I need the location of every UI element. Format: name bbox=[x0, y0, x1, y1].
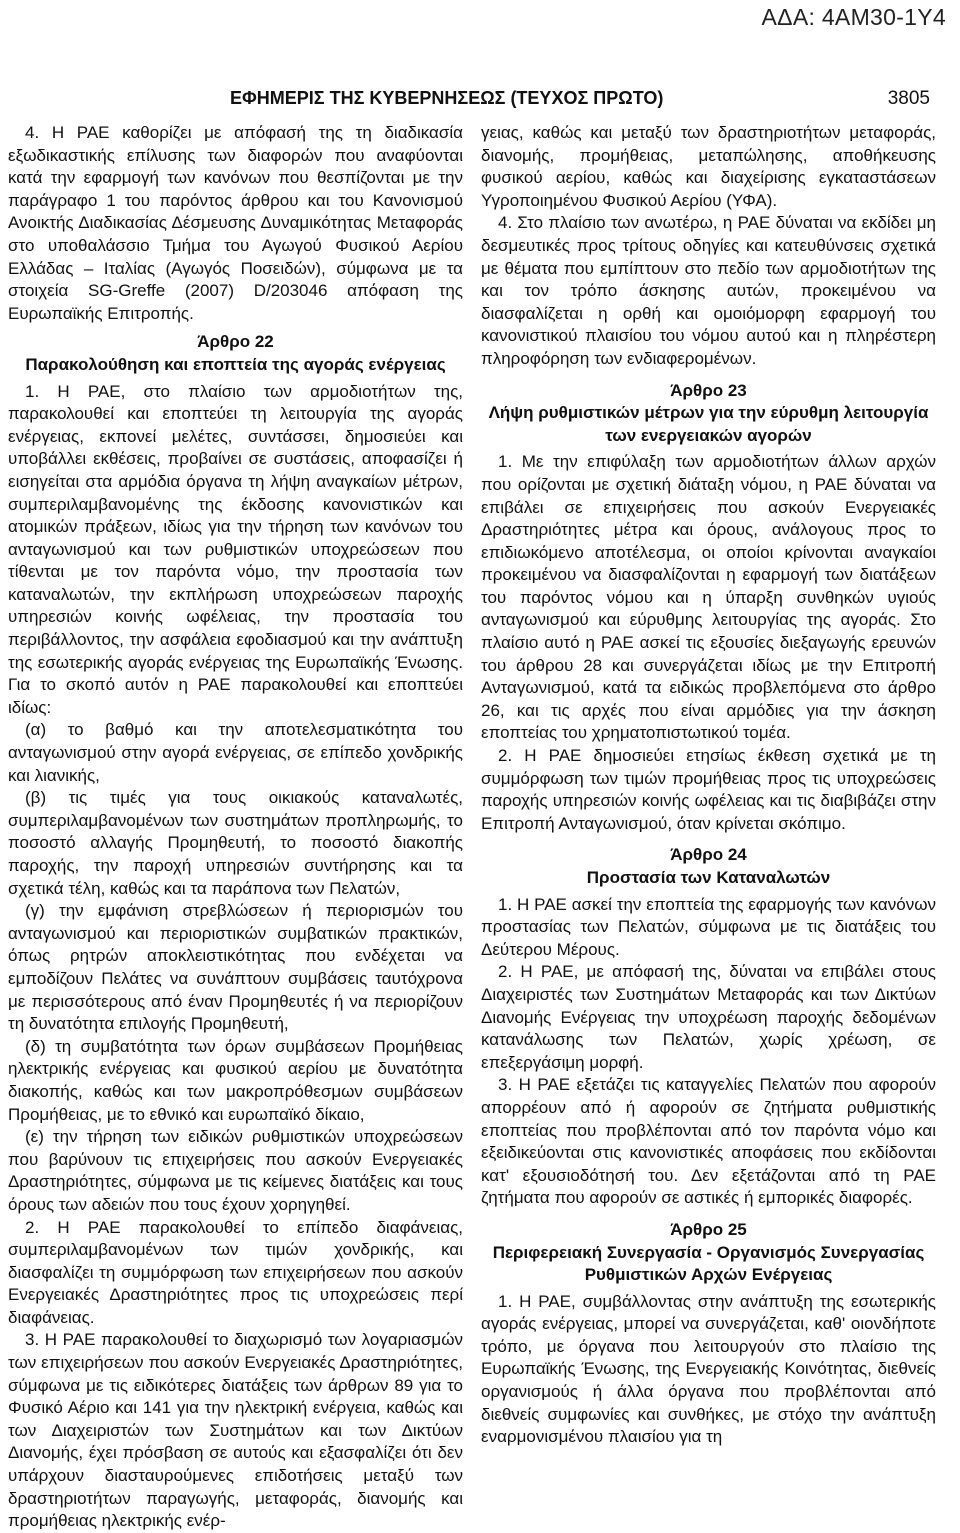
paragraph: (β) τις τιμές για τους οικιακούς καταναλωτές, συμπεριλαμβανομένων των συστημάτων προπληρωμής, το ποσοστό αλλαγής Προμηθευτή, το ποσοστό διακοπής παροχής, την παροχή υπηρεσιών συντήρησης και τα σχετικά τέλη, καθώς και τα παράπονα των Πελατών, bbox=[8, 788, 463, 898]
page-header bbox=[230, 88, 930, 116]
gazette-title: ΕΦΗΜΕΡΙΣ ΤΗΣ ΚΥΒΕΡΝΗΣΕΩΣ (ΤΕΥΧΟΣ ΠΡΩΤΟ) bbox=[230, 88, 664, 108]
article-title: Λήψη ρυθμιστικών μέτρων για την εύρυθμη λειτουργία των ενεργειακών αγορών bbox=[488, 403, 929, 445]
article-number: Άρθρο 24 bbox=[670, 845, 747, 865]
paragraph: 1. Με την επιφύλαξη των αρμοδιοτήτων άλλων αρχών που ορίζονται με σχετική διάταξη νόμου, η ΡΑΕ δύναται να επιβάλει σε επιχειρήσεις που ασκούν Ενεργειακές Δραστηριότητες μέτρα και όρους, ανάλογους προς το επιδιωκόμενο αποτέλεσμα, οι οποίοι κρίνονται αναγκαίοι προκειμένου να διασφαλίζονται η εφαρμογή των διατάξεων του παρόντος νόμου και η ύπαρξη συνθηκών υγιούς ανταγωνισμού και εύρυθμης λειτουργίας της αγοράς. Στο πλαίσιο αυτό η ΡΑΕ ασκεί τις εξουσίες διεξαγωγής ερευνών του άρθρου 28 και συνεργάζεται ιδίως με την Επιτροπή Ανταγωνισμού, κατά τα ειδικώς προβλεπόμενα στο άρθρο 26, και τις αρχές που είναι αρμόδιες για την άσκηση εποπτείας του χρηματοπιστωτικού τομέα. bbox=[481, 452, 936, 743]
paragraph-continued: γειας, καθώς και μεταξύ των δραστηριοτήτων μεταφοράς, διανομής, προμήθειας, μεταπώλησης, αποθήκευσης φυσικού αερίου, καθώς και διαχείρισης εγκαταστάσεων Υγροποιημένου Φυσικού Αερίου (ΥΦΑ). bbox=[481, 123, 936, 210]
page-number: 3805 bbox=[887, 88, 930, 109]
article-number: Άρθρο 25 bbox=[670, 1219, 747, 1239]
paragraph: 2. Η ΡΑΕ δημοσιεύει ετησίως έκθεση σχετικά με τη συμμόρφωση των τιμών προμήθειας προς τις υποχρεώσεις παροχής υπηρεσιών κοινής ωφέλειας και τις διαβιβάζει στην Επιτροπή Ανταγωνισμού, όταν κρίνεται σκόπιμο. bbox=[481, 746, 936, 833]
paragraph: 1. Η ΡΑΕ ασκεί την εποπτεία της εφαρμογής των κανόνων προστασίας των Πελατών, σύμφωνα με τις διατάξεις του Δεύτερου Μέρους. bbox=[481, 894, 936, 959]
article-title: Περιφερειακή Συνεργασία - Οργανισμός Συνεργασίας Ρυθμιστικών Αρχών Ενέργειας bbox=[492, 1242, 925, 1285]
left-column bbox=[8, 122, 463, 1533]
paragraph: (α) το βαθμό και την αποτελεσματικότητα του ανταγωνισμού στην αγορά ενέργειας, σε επίπεδο χονδρικής και λιανικής, bbox=[8, 720, 463, 785]
paragraph: 3. Η ΡΑΕ εξετάζει τις καταγγελίες Πελατών που αφορούν απορρέουν από ή αφορούν σε ζητήματα ρυθμιστικής εποπτείας που προβλέπονται από τον παρόντα νόμο και εξειδικεύονται στις κανονιστικές αποφάσεις που εκδίδονται κατ' εξουσιοδότησή του. Δεν εξετάζονται από τη ΡΑΕ ζητήματα που αφορούν σε αστικές ή εμπορικές διαφορές. bbox=[481, 1075, 936, 1208]
paragraph: (ε) την τήρηση των ειδικών ρυθμιστικών υποχρεώσεων που βαρύνουν τις επιχειρήσεις που ασκούν Ενεργειακές Δραστηριότητες, σύμφωνα με τις κείμενες διατάξεις και τους όρους των αδειών που τους έχουν χορηγηθεί. bbox=[8, 1127, 463, 1214]
article-title: Προστασία των Καταναλωτών bbox=[586, 868, 831, 887]
paragraph: 2. Η ΡΑΕ παρακολουθεί το επίπεδο διαφάνειας, συμπεριλαμβανομένων των τιμών χονδρικής, και διασφαλίζει τη συμμόρφωση των επιχειρήσεων που ασκούν Ενεργειακές Δραστηριότητες προς τις υποχρεώσεις περί διαφάνειας. bbox=[8, 1217, 463, 1327]
paragraph: 3. Η ΡΑΕ παρακολουθεί το διαχωρισμό των λογαριασμών των επιχειρήσεων που ασκούν Ενεργειακές Δραστηριότητες, σύμφωνα με τις ειδικότερες διατάξεις των άρθρων 89 για το Φυσικό Αέριο και 141 για την ηλεκτρική ενέργεια, καθώς και των Διαχειριστών των Συστημάτων και των Δικτύων Διανομής, έχει πρόσβαση σε αυτούς και εξασφαλίζει ότι δεν υπάρχουν διασταυρούμενες επιδοτήσεις μεταξύ των δραστηριοτήτων παραγωγής, μεταφοράς, διανομής και προμήθειας ηλεκτρικής ενέρ- bbox=[8, 1330, 463, 1531]
paragraph: 4. Η ΡΑΕ καθορίζει με απόφασή της τη διαδικασία εξωδικαστικής επίλυσης των διαφορών που αναφύονται κατά την εφαρμογή των κανόνων που θεσπίζονται με την παράγραφο 1 του παρόντος άρθρου και του Κανονισμού Ανοικτής Διαδικασίας Δέσμευσης Δυναμικότητας Μεταφοράς στο υποθαλάσσιο Τμήμα του Αγωγού Φυσικού Αερίου Ελλάδας – Ιταλίας (Αγωγός Ποσειδών), σύμφωνα με τα στοιχεία SG-Greffe (2007) D/203046 απόφαση της Ευρωπαϊκής Επιτροπής. bbox=[8, 123, 463, 323]
paragraph: (γ) την εμφάνιση στρεβλώσεων ή περιορισμών του ανταγωνισμού και περιοριστικών συμβατικών πρακτικών, όπως ρητρών αποκλειστικότητας που ενδέχεται να εμποδίζουν Πελάτες να συνάπτουν συμβάσεις ταυτόχρονα με περισσότερους από έναν Προμηθευτές ή να περιορίζουν τη δυνατότητα επιλογής Προμηθευτή, bbox=[8, 901, 463, 1034]
paragraph: 1. Η ΡΑΕ, συμβάλλοντας στην ανάπτυξη της εσωτερικής αγοράς ενέργειας, μπορεί να συνεργάζεται, καθ' οιονδήποτε τρόπο, με όργανα που λειτουργούν στο πλαίσιο της Ευρωπαϊκής Ένωσης, της Ενεργειακής Κοινότητας, διεθνείς οργανισμούς ή άλλα όργανα που προβλέπονται από διεθνείς συμφωνίες και συνθήκες, με στόχο την ανάπτυξη εναρμονισμένου πλαισίου για τη bbox=[481, 1291, 936, 1447]
paragraph: 1. Η ΡΑΕ, στο πλαίσιο των αρμοδιοτήτων της, παρακολουθεί και εποπτεύει τη λειτουργία της αγοράς ενέργειας, εκπονεί μελέτες, συντάσσει, δημοσιεύει και υποβάλλει εκθέσεις, προβαίνει σε συστάσεις, αποφασίζει ή εισηγείται στα αρμόδια όργανα τη λήψη αναγκαίων μέτρων, συμπεριλαμβανομένης της έκδοσης κανονιστικών και ατομικών πράξεων, ιδίως για την τήρηση των κανόνων του ανταγωνισμού και των ρυθμιστικών υποχρεώσεων που τίθενται με τον παρόντα νόμο, την προστασία των καταναλωτών, την εκπλήρωση υποχρεώσεων παροχής υπηρεσιών κοινής ωφέλειας, την προστασία του περιβάλλοντος, την ασφάλεια εφοδιασμού και την ανάπτυξη της εσωτερικής αγοράς ενέργειας της Ευρωπαϊκής Ένωσης. Για το σκοπό αυτόν η ΡΑΕ παρακολουθεί και εποπτεύει ιδίως: bbox=[8, 381, 463, 717]
article-number: Άρθρο 23 bbox=[670, 380, 747, 400]
paragraph: 2. Η ΡΑΕ, με απόφασή της, δύναται να επιβάλει στους Διαχειριστές των Συστημάτων Μεταφοράς και των Δικτύων Διανομής Ενέργειας την υποχρέωση παροχής δεδομένων κατανάλωσης των Πελατών, χωρίς χρέωση, σε επεξεργάσιμη μορφή. bbox=[481, 962, 936, 1072]
article-number: Άρθρο 22 bbox=[197, 332, 274, 352]
paragraph: 4. Στο πλαίσιο των ανωτέρω, η ΡΑΕ δύναται να εκδίδει μη δεσμευτικές προς τρίτους οδηγίες και κατευθύνσεις σχετικά με θέματα που εμπίπτουν στο πεδίο των αρμοδιοτήτων της και τον τρόπο άσκησης αυτών, προκειμένου να διασφαλίζεται η ορθή και ομοιόμορφη εφαρμογή του κανονιστικού πλαισίου του νόμου αυτού και η πληρέστερη πληροφόρηση των ενδιαφερομένων. bbox=[481, 213, 936, 368]
ada-stamp: ΑΔΑ: 4ΑΜ30-1Υ4 bbox=[761, 4, 946, 30]
right-column bbox=[481, 122, 936, 1449]
paragraph: (δ) τη συμβατότητα των όρων συμβάσεων Προμήθειας ηλεκτρικής ενέργειας και φυσικού αερίου με δυνατότητα διακοπής, καθώς και των μακροπρόθεσμων συμβάσεων Προμήθειας, με το εθνικό και ευρωπαϊκό δίκαιο, bbox=[8, 1036, 463, 1124]
article-title: Παρακολούθηση και εποπτεία της αγοράς ενέργειας bbox=[25, 354, 446, 374]
